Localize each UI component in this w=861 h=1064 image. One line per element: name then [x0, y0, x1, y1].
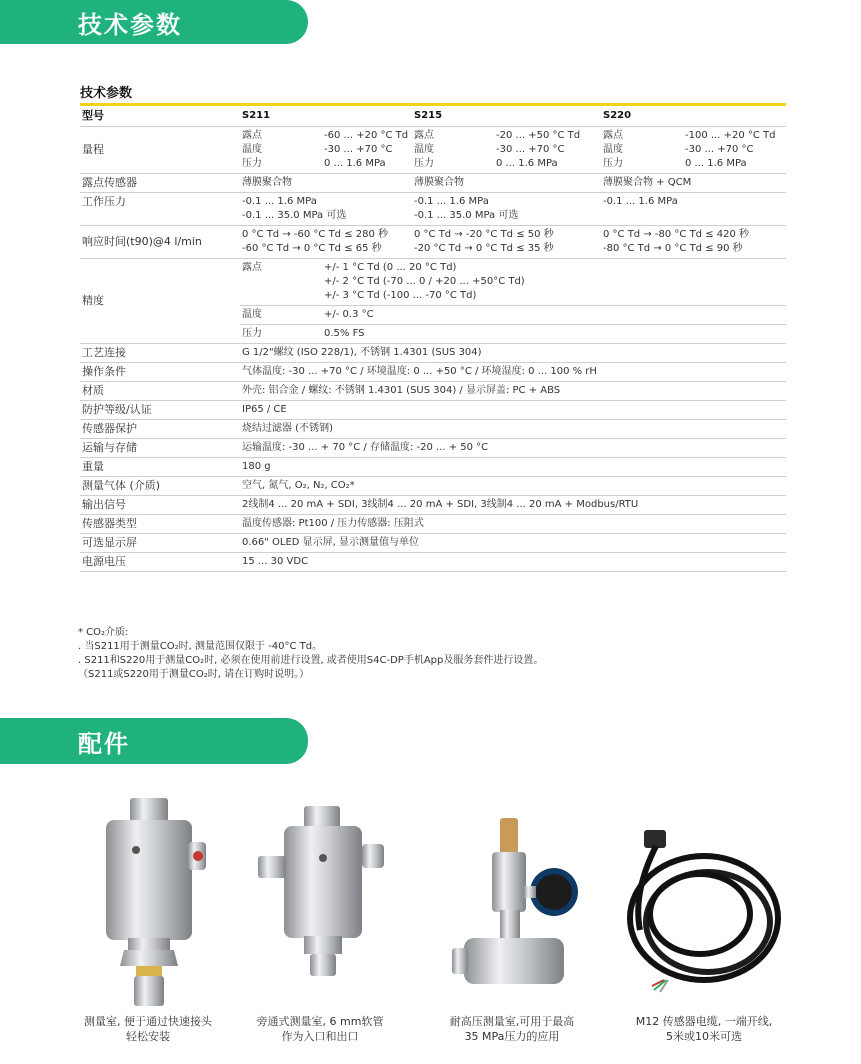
table-row	[80, 534, 786, 553]
cell-s211: 0 °C Td → -60 °C Td ≤ 280 秒 -60 °C Td → 0 °C Td ≤ 65 秒	[240, 226, 412, 259]
row-label: 运输与存储	[80, 439, 240, 458]
row-value: 外壳: 铝合金 / 螺纹: 不锈钢 1.4301 (SUS 304) / 显示屏盖: PC + ABS	[240, 382, 786, 401]
footnote-line: . S211和S220用于测量CO₂时, 必须在使用前进行设置, 或者使用S4C-DP手机App及服务套件进行设置。	[78, 655, 544, 666]
row-value: 0.66" OLED 显示屏, 显示测量值与单位	[240, 534, 786, 553]
table-row	[80, 401, 786, 420]
table-row	[80, 363, 786, 382]
section-title: 配件	[78, 729, 130, 758]
bypass-measuring-chamber-icon	[220, 790, 420, 1010]
row-label: 防护等级/认证	[80, 401, 240, 420]
accessory-caption: M12 传感器电缆, 一端开线, 5米或10米可选	[635, 1015, 773, 1043]
row-label: 传感器类型	[80, 515, 240, 534]
measuring-chamber-quick-connector-icon	[48, 790, 248, 1010]
co2-footnote	[78, 626, 543, 682]
spec-table-title: 技术参数	[80, 86, 133, 101]
row-value: G 1/2"螺纹 (ISO 228/1), 不锈钢 1.4301 (SUS 304)	[240, 344, 786, 363]
table-row	[80, 382, 786, 401]
high-pressure-measuring-chamber-icon	[412, 790, 612, 1010]
header-s211: S211	[240, 106, 412, 127]
row-value: 烧结过滤器 (不锈钢)	[240, 420, 786, 439]
row-label: 响应时间(t90)@4 l/min	[80, 226, 240, 259]
row-label: 精度	[80, 259, 240, 344]
cell-s215: 0 °C Td → -20 °C Td ≤ 50 秒 -20 °C Td → 0 °C Td ≤ 35 秒	[412, 226, 601, 259]
table-row-work-pressure	[80, 193, 786, 226]
accessory-caption: 耐高压测量室,可用于最高 35 MPa压力的应用	[449, 1015, 575, 1043]
cell-s215: -0.1 ... 1.6 MPa -0.1 ... 35.0 MPa 可选	[412, 193, 601, 226]
row-value: 气体温度: -30 ... +70 °C / 环境温度: 0 ... +50 °C / 环境湿度: 0 ... 100 % rH	[240, 363, 786, 382]
section-banner-specs	[0, 0, 308, 44]
footnote-title: * CO₂介质:	[78, 627, 129, 638]
accessory-caption: 旁通式测量室, 6 mm软管 作为入口和出口	[256, 1015, 384, 1043]
row-label: 工艺连接	[80, 344, 240, 363]
row-label: 重量	[80, 458, 240, 477]
header-label: 型号	[80, 106, 240, 127]
spec-table	[80, 106, 786, 572]
cell-s220: 0 °C Td → -80 °C Td ≤ 420 秒 -80 °C Td → 0 °C Td ≤ 90 秒	[601, 226, 786, 259]
table-row-accuracy-dew	[80, 259, 786, 306]
row-label: 测量气体 (介质)	[80, 477, 240, 496]
table-row	[80, 553, 786, 572]
cell-s220: -0.1 ... 1.6 MPa	[601, 193, 786, 226]
row-label: 传感器保护	[80, 420, 240, 439]
footnote-line: . 当S211用于测量CO₂时, 测量范围仅限于 -40°C Td。	[78, 641, 323, 652]
row-value: 180 g	[240, 458, 786, 477]
row-label: 输出信号	[80, 496, 240, 515]
accuracy-temp: 温度 +/- 0.3 °C	[240, 306, 786, 325]
accuracy-press: 压力 0.5% FS	[240, 325, 786, 344]
range-s211: 露点 -60 ... +20 °C Td 温度 -30 ... +70 °C 压力 0 ... 1.6 MPa	[240, 127, 412, 174]
row-value: 温度传感器: Pt100 / 压力传感器: 压阻式	[240, 515, 786, 534]
header-s215: S215	[412, 106, 601, 127]
row-label: 操作条件	[80, 363, 240, 382]
row-label: 露点传感器	[80, 174, 240, 193]
row-value: IP65 / CE	[240, 401, 786, 420]
table-row	[80, 515, 786, 534]
section-title: 技术参数	[78, 10, 182, 39]
row-label: 可选显示屏	[80, 534, 240, 553]
table-row-range	[80, 127, 786, 174]
cell-s211: 薄膜聚合物	[240, 174, 412, 193]
row-value: 2线制4 ... 20 mA + SDI, 3线制4 ... 20 mA + SDI, 3线制4 ... 20 mA + Modbus/RTU	[240, 496, 786, 515]
cell-s215: 薄膜聚合物	[412, 174, 601, 193]
row-label: 工作压力	[80, 193, 240, 226]
range-s220: 露点 -100 ... +20 °C Td 温度 -30 ... +70 °C 压力 0 ... 1.6 MPa	[601, 127, 786, 174]
table-row	[80, 496, 786, 515]
table-row	[80, 477, 786, 496]
table-row	[80, 420, 786, 439]
m12-sensor-cable-icon	[604, 790, 804, 1010]
row-label: 量程	[80, 127, 240, 174]
table-row	[80, 439, 786, 458]
table-row	[80, 344, 786, 363]
row-value: 15 ... 30 VDC	[240, 553, 786, 572]
row-value: 运输温度: -30 ... + 70 °C / 存储温度: -20 ... + 50 °C	[240, 439, 786, 458]
accuracy-dew: 露点 +/- 1 °C Td (0 ... 20 °C Td) +/- 2 °C Td (-70 ... 0 / +20 ... +50°C Td) +/- 3 °C Td (-100 ... -70 °C Td)	[240, 259, 786, 306]
accessory-caption: 测量室, 便于通过快速接头 轻松安装	[84, 1015, 212, 1043]
row-label: 材质	[80, 382, 240, 401]
table-row	[80, 458, 786, 477]
header-s220: S220	[601, 106, 786, 127]
cell-s211: -0.1 ... 1.6 MPa -0.1 ... 35.0 MPa 可选	[240, 193, 412, 226]
table-row-dew-sensor	[80, 174, 786, 193]
table-header-row	[80, 106, 786, 127]
section-banner-accessories	[0, 718, 308, 764]
cell-s220: 薄膜聚合物 + QCM	[601, 174, 786, 193]
footnote-line: （S211或S220用于测量CO₂时, 请在订购时说明。）	[78, 669, 310, 680]
range-s215: 露点 -20 ... +50 °C Td 温度 -30 ... +70 °C 压力 0 ... 1.6 MPa	[412, 127, 601, 174]
row-label: 电源电压	[80, 553, 240, 572]
row-value: 空气, 氮气, O₂, N₂, CO₂*	[240, 477, 786, 496]
table-row-response	[80, 226, 786, 259]
